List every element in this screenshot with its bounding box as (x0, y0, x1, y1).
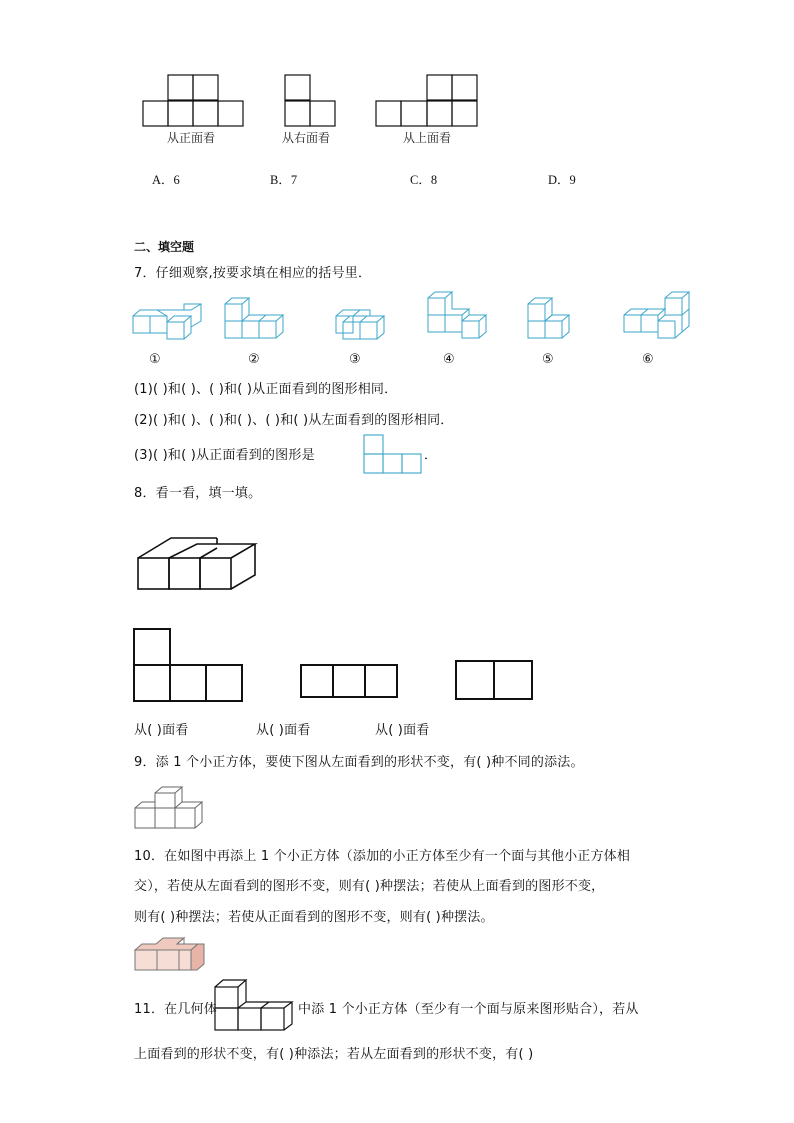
marker-2: ② (248, 352, 260, 367)
q10-line-2[interactable]: 交），若使从左面看到的图形不变，则有( )种摆法；若使从上面看到的图形不变， (134, 879, 605, 894)
q8-solid-figure (137, 532, 259, 592)
option-c[interactable]: C．8 (410, 173, 438, 187)
cube-figure-2 (223, 298, 295, 346)
q11-line-1-start: 11．在几何体 (134, 1002, 217, 1017)
q9-prompt[interactable]: 9．添 1 个小正方体，要使下图从左面看到的形状不变，有( )种不同的添法。 (134, 755, 584, 770)
right-view-caption: 从右面看 (282, 131, 331, 145)
q10-line-1: 10．在如图中再添上 1 个小正方体（添加的小正方体至少有一个面与其他小正方体相 (134, 849, 631, 864)
q7-line-3-end: ． (424, 448, 438, 463)
option-d[interactable]: D．9 (548, 173, 576, 187)
marker-1: ① (149, 352, 161, 367)
q10-line-3[interactable]: 则有( )种摆法；若使从正面看到的图形不变，则有( )种摆法。 (134, 910, 494, 925)
q8-view-3 (455, 660, 535, 700)
q8-blank-2[interactable]: 从( )面看 (256, 723, 311, 738)
q7-line-1[interactable]: (1)( )和( )、( )和( )从正面看到的图形相同． (134, 382, 398, 397)
cube-figure-5 (526, 298, 582, 346)
section-title: 二、填空题 (134, 240, 195, 254)
q11-line-2[interactable]: 上面看到的形状不变，有( )种添法；若从左面看到的形状不变，有( ) (134, 1047, 534, 1062)
q9-figure (134, 786, 206, 832)
cube-figure-4 (426, 292, 494, 346)
marker-5: ⑤ (542, 352, 554, 367)
marker-3: ③ (349, 352, 361, 367)
q11-solid-figure (214, 978, 298, 1032)
q7-front-shape (364, 435, 426, 475)
cube-figure-1 (133, 304, 205, 346)
front-view-caption: 从正面看 (167, 131, 216, 145)
q7-line-2[interactable]: (2)( )和( )、( )和( )、( )和( )从左面看到的图形相同． (134, 413, 454, 428)
q8-view-2 (300, 664, 400, 700)
q8-prompt: 8．看一看，填一填。 (134, 486, 262, 501)
cube-figure-3 (333, 304, 397, 346)
q10-figure (134, 936, 208, 972)
q8-blank-3[interactable]: 从( )面看 (375, 723, 430, 738)
q7-prompt: 7．仔细观察,按要求填在相应的括号里． (134, 266, 372, 281)
marker-6: ⑥ (642, 352, 654, 367)
option-a[interactable]: A．6 (152, 173, 180, 187)
top-view-figure (376, 75, 482, 129)
front-view-figure (143, 75, 247, 129)
q8-blank-1[interactable]: 从( )面看 (134, 723, 189, 738)
q8-view-1 (133, 628, 245, 702)
right-view-figure (285, 75, 341, 129)
marker-4: ④ (443, 352, 455, 367)
q11-line-1-end: 中添 1 个小正方体（至少有一个面与原来图形贴合），若从 (298, 1002, 639, 1017)
top-view-caption: 从上面看 (403, 131, 452, 145)
q7-line-3[interactable]: (3)( )和( )从正面看到的图形是 (134, 448, 315, 463)
option-b[interactable]: B．7 (270, 173, 298, 187)
cube-figure-6 (623, 292, 691, 346)
